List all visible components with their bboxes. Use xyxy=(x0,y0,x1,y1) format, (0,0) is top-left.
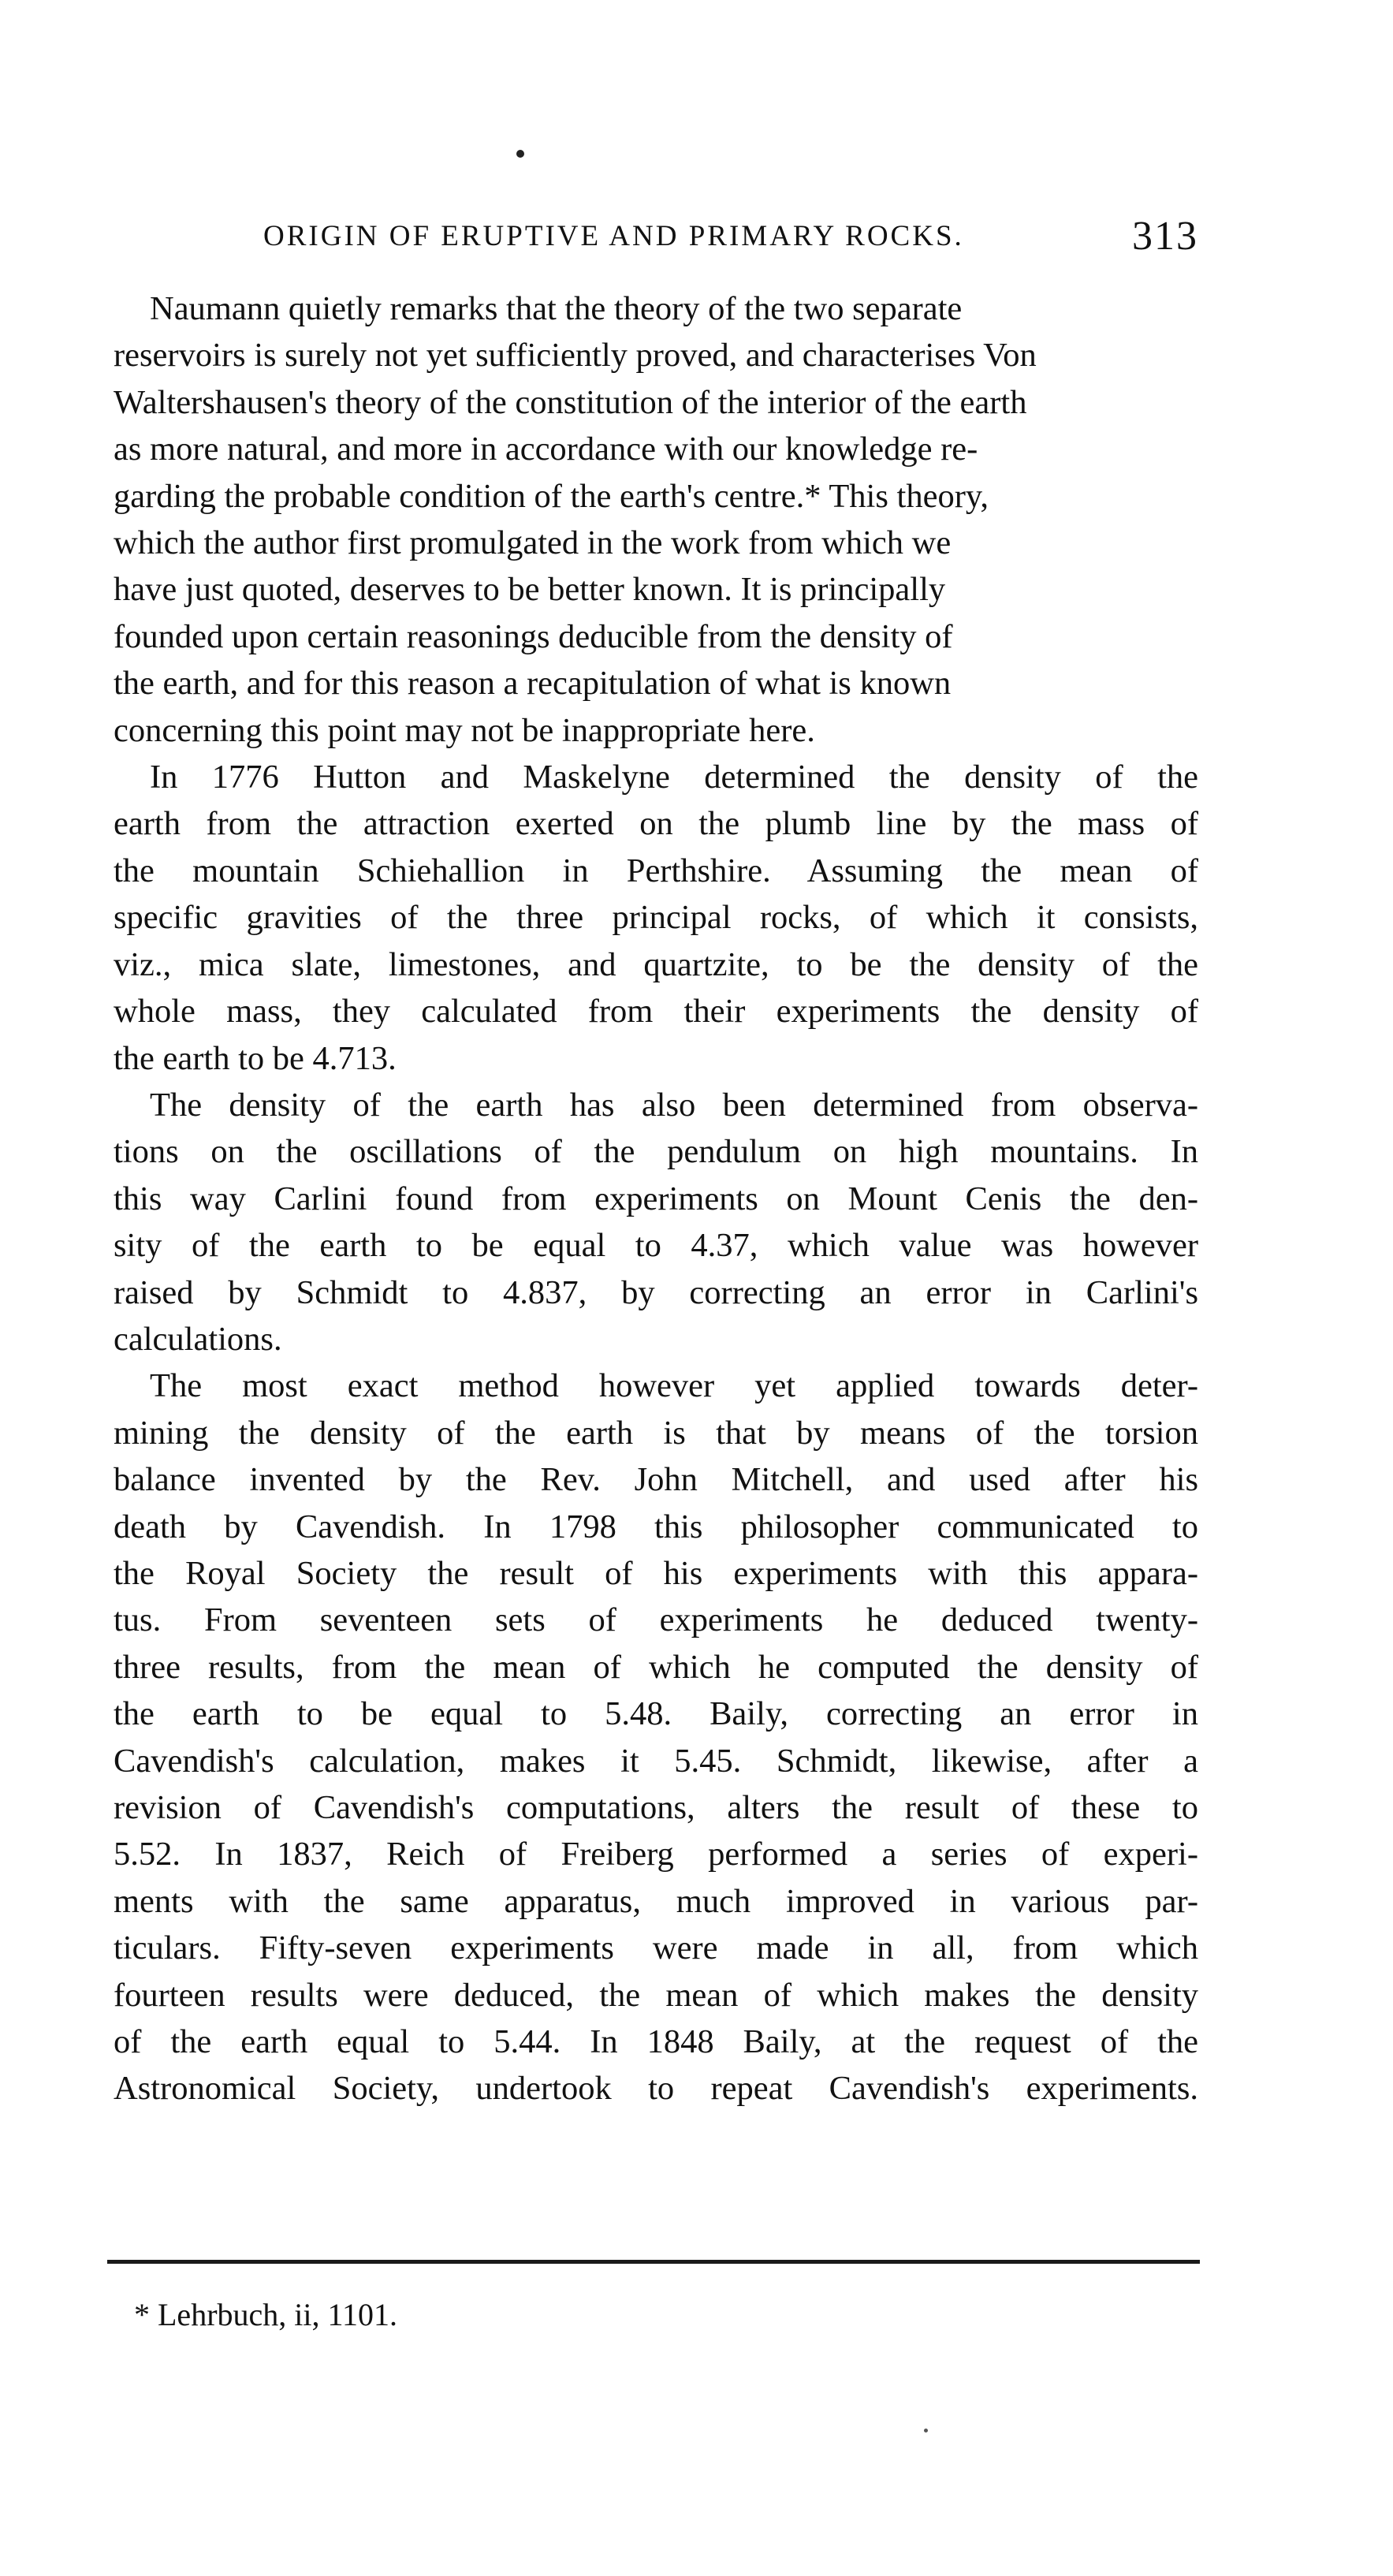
text-line: ments with the same apparatus, much improved in various par- xyxy=(114,1882,1198,1920)
text-line: viz., mica slate, limestones, and quartzite, to be the density of the xyxy=(114,945,1198,983)
text-line: as more natural, and more in accordance with our knowledge re- xyxy=(114,431,978,468)
text-line: mining the density of the earth is that by means of the torsion xyxy=(114,1414,1198,1452)
text-line: fourteen results were deduced, the mean of which makes the density xyxy=(114,1976,1198,2014)
text-line: the earth to be equal to 5.48. Baily, correcting an error in xyxy=(114,1695,1198,1733)
text-line: raised by Schmidt to 4.837, by correcting an error in Carlini's xyxy=(114,1273,1198,1311)
text-line: 5.52. In 1837, Reich of Freiberg performed a series of experi- xyxy=(114,1836,1198,1873)
text-line: the Royal Society the result of his experiments with this appara- xyxy=(114,1554,1198,1592)
text-line: The most exact method however yet applied towards deter- xyxy=(150,1367,1198,1405)
print-speck xyxy=(516,150,524,158)
text-line: this way Carlini found from experiments on Mount Cenis the den- xyxy=(114,1180,1198,1217)
text-line: The density of the earth has also been determined from observa- xyxy=(150,1086,1198,1124)
text-line: death by Cavendish. In 1798 this philosopher communicated to xyxy=(114,1508,1198,1545)
running-header xyxy=(263,213,1198,263)
text-line: which the author first promulgated in the work from which we xyxy=(114,524,952,562)
text-line: of the earth equal to 5.44. In 1848 Baily, at the request of the xyxy=(114,2023,1198,2061)
body-text xyxy=(114,285,1198,2112)
text-line: the earth to be 4.713. xyxy=(114,1039,397,1077)
text-line: specific gravities of the three principal rocks, of which it consists, xyxy=(114,899,1198,937)
text-line: reservoirs is surely not yet sufficiently proved, and characterises Von xyxy=(114,337,1037,375)
text-line: the mountain Schiehallion in Perthshire. Assuming the mean of xyxy=(114,852,1198,889)
text-line: Waltershausen's theory of the constitution of the interior of the earth xyxy=(114,383,1027,421)
print-speck xyxy=(924,2429,928,2432)
text-line: garding the probable condition of the earth's centre.* This theory, xyxy=(114,477,989,515)
text-line: Astronomical Society, undertook to repeat Cavendish's experiments. xyxy=(114,2070,1198,2108)
text-line: Cavendish's calculation, makes it 5.45. Schmidt, likewise, after a xyxy=(114,1742,1198,1780)
footnote: * Lehrbuch, ii, 1101. xyxy=(134,2297,398,2332)
footnote-rule xyxy=(107,2260,1200,2264)
paragraph-1 xyxy=(114,285,1198,754)
text-line: sity of the earth to be equal to 4.37, which value was however xyxy=(114,1227,1198,1265)
text-line: calculations. xyxy=(114,1320,282,1358)
text-line: earth from the attraction exerted on the plumb line by the mass of xyxy=(114,805,1198,843)
text-line: revision of Cavendish's computations, alters the result of these to xyxy=(114,1789,1198,1826)
running-title: ORIGIN OF ERUPTIVE AND PRIMARY ROCKS. xyxy=(263,220,964,252)
page-number: 313 xyxy=(1132,214,1198,259)
text-line: In 1776 Hutton and Maskelyne determined the density of the xyxy=(150,759,1198,796)
text-line: three results, from the mean of which he computed the density of xyxy=(114,1648,1198,1686)
text-line: founded upon certain reasonings deducible from the density of xyxy=(114,617,953,655)
text-line: concerning this point may not be inappropriate here. xyxy=(114,711,815,749)
text-line: ticulars. Fifty-seven experiments were made in all, from which xyxy=(114,1929,1198,1967)
text-line: whole mass, they calculated from their experiments the density of xyxy=(114,993,1198,1031)
text-line: the earth, and for this reason a recapitulation of what is known xyxy=(114,665,952,703)
text-line: Naumann quietly remarks that the theory of the two separate xyxy=(150,290,963,327)
text-line: tions on the oscillations of the pendulum on high mountains. In xyxy=(114,1133,1198,1171)
paragraph-2 xyxy=(114,754,1198,1082)
text-line: tus. From seventeen sets of experiments he deduced twenty- xyxy=(114,1601,1198,1639)
paragraph-4 xyxy=(114,1363,1198,2112)
text-line: balance invented by the Rev. John Mitchell, and used after his xyxy=(114,1461,1198,1499)
paragraph-3 xyxy=(114,1082,1198,1363)
text-line: have just quoted, deserves to be better known. It is principally xyxy=(114,571,946,609)
